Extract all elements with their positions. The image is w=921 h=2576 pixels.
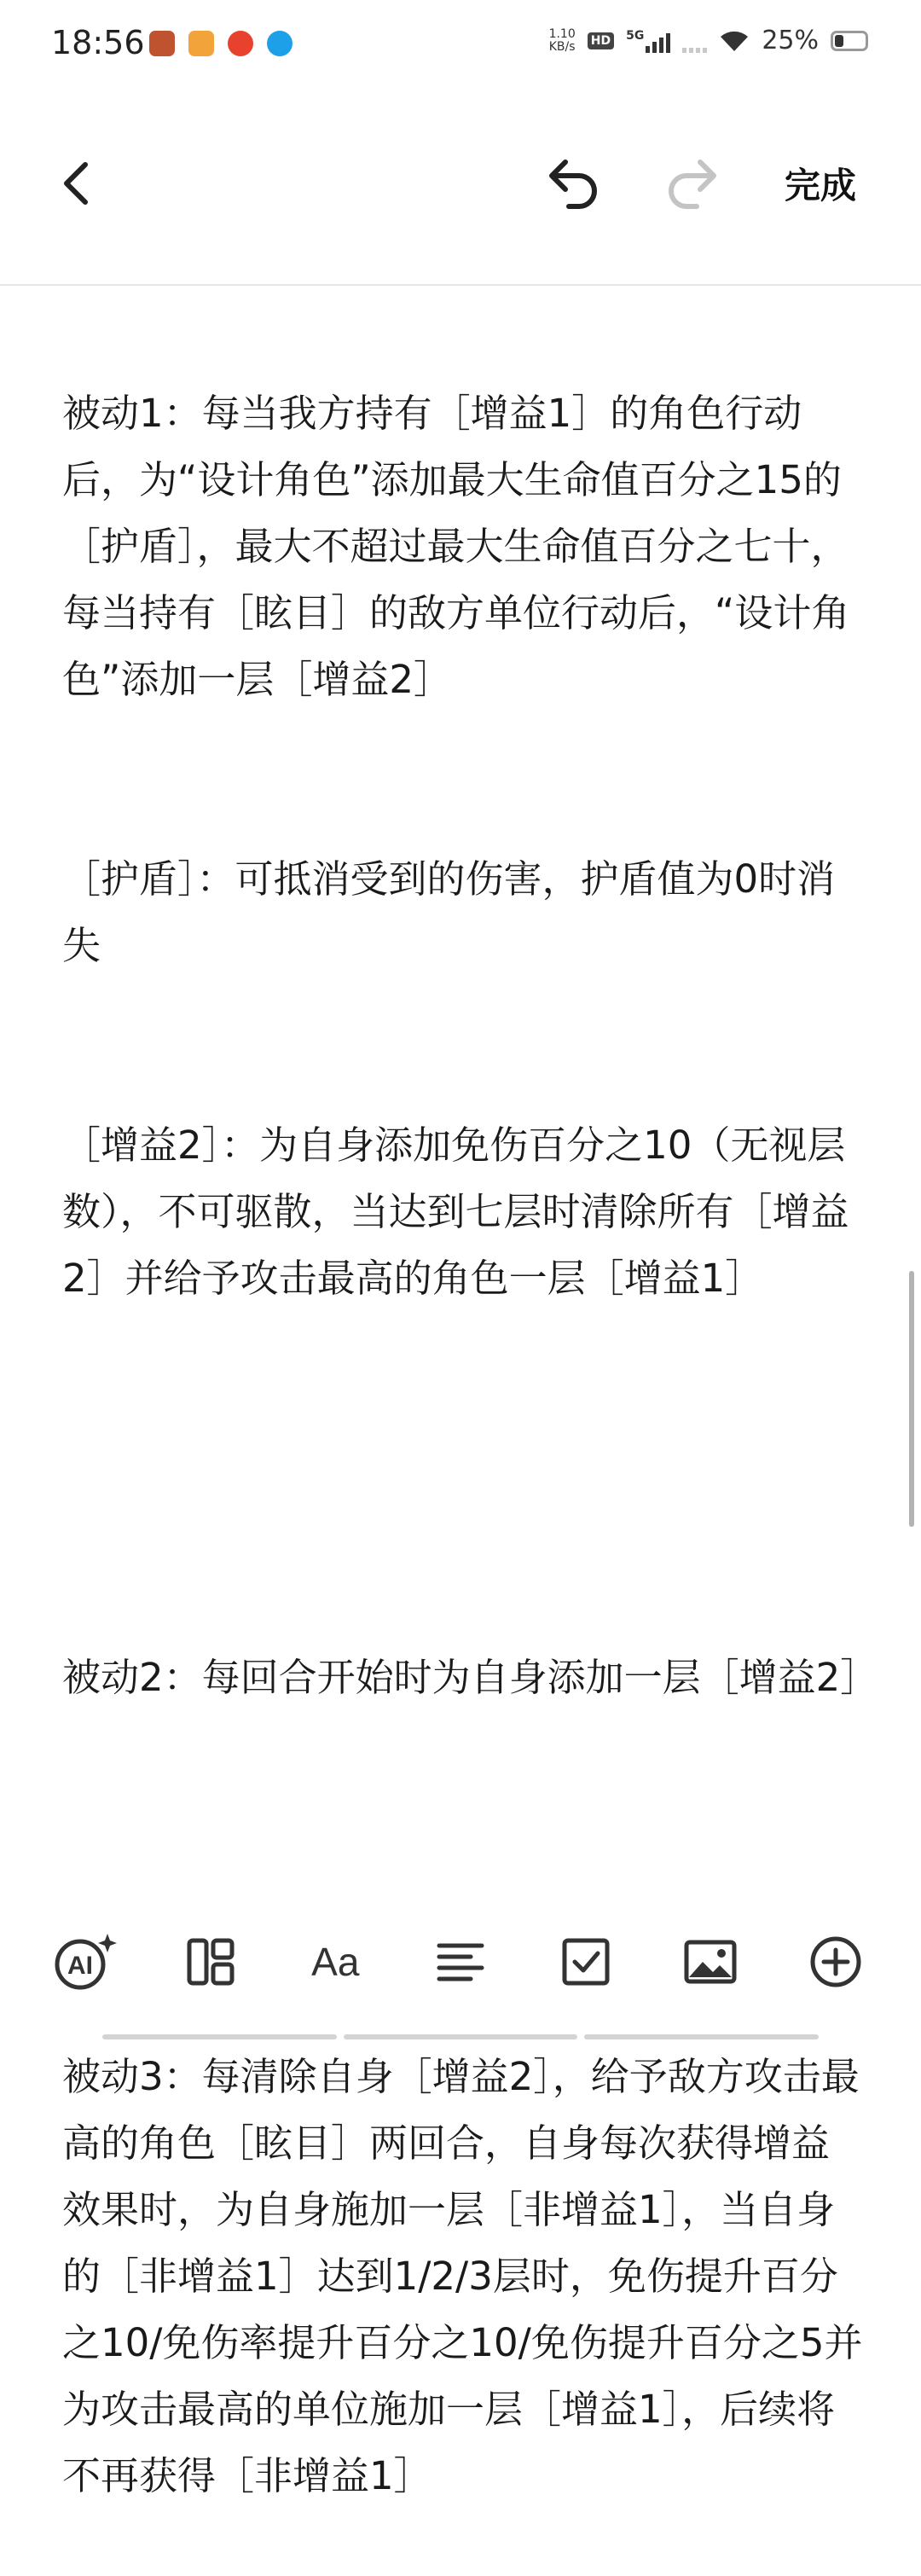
layout-button[interactable] (177, 1928, 245, 1996)
status-bar (0, 0, 921, 90)
font-button[interactable] (301, 1928, 369, 1996)
ai-label: AI (67, 1952, 93, 1980)
undo-icon (545, 157, 601, 210)
note-paragraph: ［护盾］：可抵消受到的伤害，护盾值为0时消失 (62, 856, 836, 968)
chevron-left-icon (60, 160, 94, 207)
notification-icons (149, 31, 293, 56)
battery-percent: 25% (762, 26, 819, 55)
note-body[interactable] (62, 247, 879, 2576)
gesture-bar (102, 2034, 819, 2039)
redo-icon (664, 157, 721, 210)
insert-image-button[interactable] (676, 1928, 744, 1996)
signal-secondary-icon (682, 29, 707, 53)
note-paragraph: 被动1：每当我方持有［增益1］的角色行动后，为“设计角色”添加最大生命值百分之15的［护盾］，最大不超过最大生命值百分之七十，每当持有［眩目］的敌方单位行动后，“设计角色”添加一层［增益2］ (62, 391, 850, 702)
note-paragraph: 被动3：每清除自身［增益2］，给予敌方攻击最高的角色［眩目］两回合，自身每次获得增益效果时，为自身施加一层［非增益1］，当自身的［非增益1］达到1/2/3层时，免伤提升百分之10/免伤率提升百分之10/免伤提升百分之5并为攻击最高的单位施加一层［增益1］，后续将不再获得［非增益1］ (62, 2054, 863, 2498)
done-button[interactable]: 完成 (784, 165, 856, 206)
note-blank-line (62, 1844, 864, 1911)
align-button[interactable] (426, 1928, 495, 1996)
font-icon: Aa (311, 1940, 360, 1984)
note-blank-line (62, 1445, 864, 1511)
hd-badge: HD (588, 32, 614, 49)
network-speed-value: 1.10 (548, 26, 576, 41)
status-indicators (549, 26, 868, 55)
signal-icon (646, 29, 670, 53)
format-toolbar (0, 1911, 921, 2013)
align-left-icon (437, 1941, 484, 1983)
note-paragraph: ［增益2］：为自身添加免伤百分之10（无视层数），不可驱散，当达到七层时清除所有［增益2］并给予攻击最高的角色一层［增益1］ (62, 1123, 849, 1301)
layout-icon (187, 1938, 235, 1986)
wifi-icon (719, 29, 750, 53)
weibo-icon (228, 31, 253, 56)
network-speed-unit: KB/s (548, 39, 576, 54)
battery-icon (831, 31, 868, 51)
scrollbar[interactable] (909, 1271, 914, 1527)
network-speed (549, 28, 576, 54)
ai-button[interactable] (51, 1928, 119, 1996)
network-type: 5G (626, 28, 645, 43)
image-icon (684, 1940, 737, 1984)
ai-sparkle-icon (53, 1932, 118, 1992)
status-time: 18:56 (51, 24, 145, 61)
note-paragraph: 被动2：每回合开始时为自身添加一层［增益2］ (62, 1655, 879, 1700)
add-circle-icon (809, 1935, 862, 1988)
checkbox-icon (562, 1938, 610, 1986)
game-app-icon (149, 31, 175, 56)
add-button[interactable] (802, 1928, 870, 1996)
app-icon (188, 31, 214, 56)
back-button[interactable] (51, 149, 102, 218)
qq-icon (267, 31, 293, 56)
checklist-button[interactable] (552, 1928, 620, 1996)
undo-button[interactable] (539, 149, 607, 218)
editor-toolbar (0, 90, 921, 286)
redo-button[interactable] (658, 149, 727, 218)
